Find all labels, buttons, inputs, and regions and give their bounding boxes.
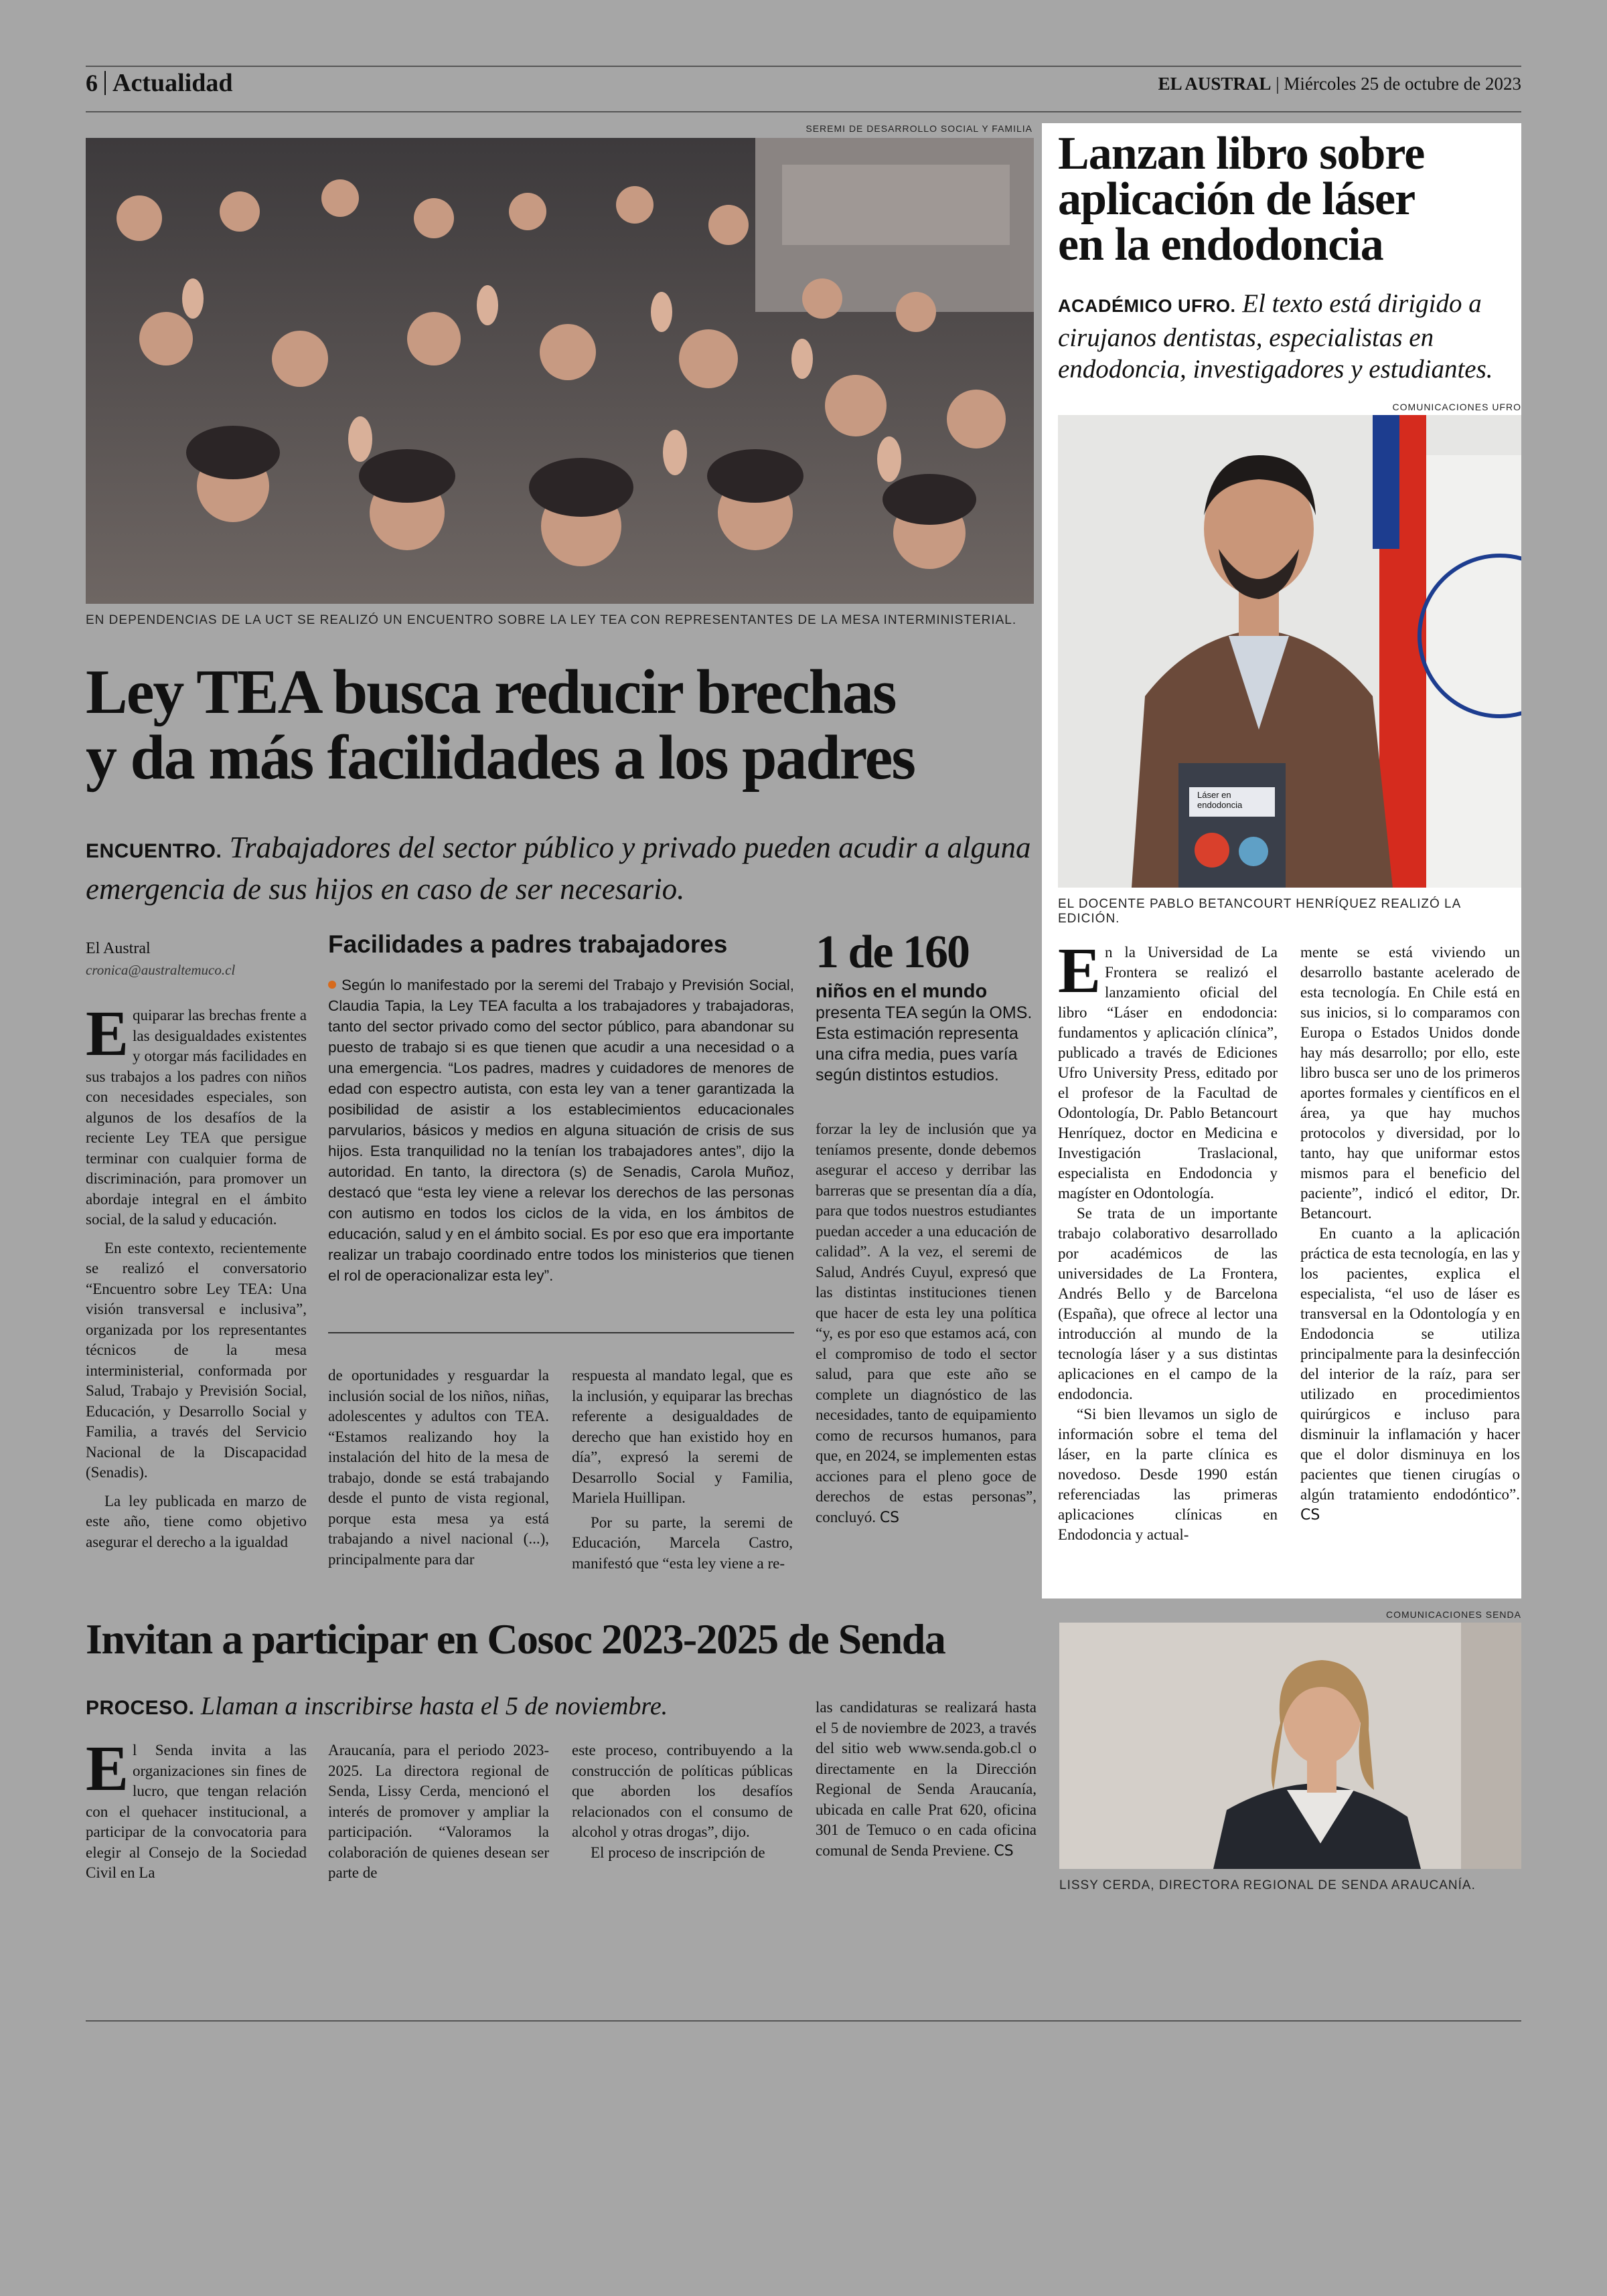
tea-photo-credit: SEREMI DE DESARROLLO SOCIAL Y FAMILIA xyxy=(806,123,1032,134)
tea-headline-line1: Ley TEA busca reducir brechas xyxy=(86,657,896,727)
senda-column-1 xyxy=(86,1740,307,1908)
laser-headline-line2: aplicación de láser xyxy=(1058,173,1415,225)
tea-box xyxy=(328,975,794,1329)
page-bottom-rule xyxy=(86,2020,1521,2022)
page-number: 6 xyxy=(86,70,98,96)
laser-column-2 xyxy=(1300,942,1520,1592)
senda-column-3 xyxy=(572,1740,793,1908)
senda-end-mark: CS xyxy=(994,1842,1014,1860)
tea-deck-text: Trabajadores del sector público y privado pueden acudir a alguna emergencia de sus hijos en caso de ser necesario. xyxy=(86,831,1031,906)
tea-box-rule xyxy=(328,1332,794,1333)
senda-photo-credit: COMUNICACIONES SENDA xyxy=(1385,1609,1521,1620)
laser-deck-text: El texto está dirigido a cirujanos dentistas, especialistas en endodoncia, investigadores y estudiantes. xyxy=(1058,289,1493,384)
issue-date: Miércoles 25 de octubre de 2023 xyxy=(1284,74,1521,94)
tea-box-title: Facilidades a padres trabajadores xyxy=(328,930,728,958)
section-name: Actualidad xyxy=(112,69,233,97)
laser-col2-paragraph-2 xyxy=(1300,1224,1520,1526)
header-bottom-rule xyxy=(86,111,1521,112)
tea-col4-body: forzar la ley de inclusión que ya teníamos presente, donde debemos asegurar el acceso y derribar las barreras que se presentan día a día, para que todos nuestros estudiantes puedan acceder a una educación de calidad”. A la vez, el seremi de Salud, Andrés Cuyul, expresó que las distintas instituciones tienen que hacer de esta ley una política “y, es por eso que estamos acá, con el compromiso de todo el sector salud, para que este año se complete un diagnóstico de las necesidades, tanto de equipamiento como de recursos humanos, para que, en 2024, se implementen estas acciones para el pleno goce de derechos de estas personas”, concluyó. xyxy=(816,1121,1037,1526)
tea-stat-number: 1 de 160 xyxy=(816,926,969,978)
laser-col1-paragraph-1 xyxy=(1058,942,1278,1204)
laser-dropcap: E xyxy=(1058,942,1101,1006)
tea-audience-photo xyxy=(86,138,1034,604)
tea-column-1 xyxy=(86,1005,307,1594)
laser-book-title: Láser en endodoncia xyxy=(1197,790,1243,810)
tea-headline xyxy=(86,657,1050,793)
senda-dropcap: E xyxy=(86,1740,129,1804)
paper-name: EL AUSTRAL xyxy=(1158,74,1272,94)
tea-col2-text: de oportunidades y resguardar la inclusión social de los niños, niñas, adolescentes y adultos con TEA. “Estamos realizando hoy la instalación del hito de la mesa de trabajo, donde se está trabajando desde el punto de vista regional, porque esta mesa ya está trabajando a nivel nacional (...), principalmente para dar xyxy=(328,1367,549,1568)
senda-deck-text: Llaman a inscribirse hasta el 5 de noviembre. xyxy=(200,1692,668,1720)
senda-portrait-photo xyxy=(1059,1623,1521,1869)
senda-col1-text xyxy=(86,1740,307,1884)
tea-column-2 xyxy=(328,1366,549,1593)
laser-headline-line3: en la endodoncia xyxy=(1058,219,1383,270)
header-separator xyxy=(104,71,106,95)
laser-col1-paragraph-2: Se trata de un importante trabajo colaborativo desarrollado por académicos de las universidades de La Frontera, Andrés Bello y de Barcelona (España), que ofrece al lector una introducción al mundo de la tecnología láser y a sus distintas aplicaciones en el campo de la endodoncia. xyxy=(1058,1205,1278,1402)
tea-headline-line2: y da más facilidades a los padres xyxy=(86,722,915,793)
header-top-rule xyxy=(86,66,1521,67)
tea-photo-illustration xyxy=(86,138,1034,604)
tea-email: cronica@australtemuco.cl xyxy=(86,962,236,978)
tea-stat-label: niños en el mundo xyxy=(816,981,988,1002)
laser-end-mark: CS xyxy=(1300,1507,1320,1524)
tea-column-3 xyxy=(572,1366,793,1593)
laser-photo-caption: EL DOCENTE PABLO BETANCOURT HENRÍQUEZ REALIZÓ LA EDICIÓN. xyxy=(1058,897,1461,926)
senda-column-4 xyxy=(816,1698,1037,1909)
tea-photo-caption: EN DEPENDENCIAS DE LA UCT SE REALIZÓ UN ENCUENTRO SOBRE LA LEY TEA CON REPRESENTANTES DE LA MESA INTERMINISTERIAL. xyxy=(86,613,1017,627)
laser-deck xyxy=(1058,288,1520,385)
laser-col2-text-2: En cuanto a la aplicación práctica de esta tecnología, en las y los pacientes, explica el especialista, “el uso de láser es transversal en la Odontología y en Endodoncia se utiliza principalmente para la desinfección del interior de la raíz, para ser utilizado en procedimientos quirúrgicos e incluso para disminuir la inflamación y hacer que el dolor disminuya en los pacientes que tienen cirugías o algún tratamiento endodóntico”. xyxy=(1300,1225,1520,1503)
senda-col4-text xyxy=(816,1698,1037,1862)
tea-stat-block xyxy=(816,928,1037,1086)
tea-stat-text: presenta TEA según la OMS. Esta estimación representa una cifra media, pues varía según distintos estudios. xyxy=(816,1003,1032,1084)
tea-column-4 xyxy=(816,1119,1037,1593)
tea-end-mark: CS xyxy=(879,1509,900,1526)
laser-photo-illustration xyxy=(1058,415,1521,888)
tea-kicker: ENCUENTRO. xyxy=(86,840,222,862)
senda-col3-paragraph-1: este proceso, contribuyendo a la construcción de políticas públicas que aborden los desafíos relacionados con el consumo de alcohol y otras drogas”, dijo. xyxy=(572,1742,793,1840)
section-header xyxy=(86,68,232,98)
tea-col1-paragraph-2: En este contexto, recientemente se realizó el conversatorio “Encuentro sobre Ley TEA: Una visión transversal e inclusiva”, organizada por los representantes técnicos de la mesa interministerial, conformada por Salud, Trabajo y Previsión Social, Educación, y Desarrollo Social y Familia, a través del Servicio Nacional de la Discapacidad (Senadis). xyxy=(86,1239,307,1481)
laser-col1-paragraph-3: “Si bien llevamos un siglo de información sobre el tema del láser, en la parte clínica es novedoso. Desde 1990 están referenciadas las primeras aplicaciones clínicas en Endodoncia y actual- xyxy=(1058,1406,1278,1543)
senda-photo-illustration xyxy=(1059,1623,1521,1869)
senda-col1-body: l Senda invita a las organizaciones sin fines de lucro, que tengan relación con el quehacer institucional, a participar de la convocatoria para elegir al Consejo de la Sociedad Civil en La xyxy=(86,1742,307,1881)
masthead-info: EL AUSTRAL | Miércoles 25 de octubre de 2023 xyxy=(1158,74,1521,94)
tea-col1-paragraph-3: La ley publicada en marzo de este año, tiene como objetivo asegurar el derecho a la igualdad xyxy=(86,1492,307,1550)
laser-col1-text-1: n la Universidad de La Frontera se realizó el lanzamiento oficial del libro “Láser en endodoncia: fundamentos y aplicación clínica”, publicado a través de Ediciones Ufro University Press, editado por el profesor de la Facultad de Odontología, Dr. Pablo Betancourt Henríquez, doctor en Medicina e Investigación Traslacional, especialista en Endodoncia y magíster en Odontología. xyxy=(1058,944,1278,1202)
laser-kicker: ACADÉMICO UFRO. xyxy=(1058,296,1236,316)
laser-headline-line1: Lanzan libro sobre xyxy=(1058,128,1425,179)
laser-col2-paragraph-1: mente se está viviendo un desarrollo bastante acelerado de esta tecnología. En Chile está en sus inicios, si lo comparamos con Europa o Estados Unidos donde hay más desarrollo; por ello, este libro busca ser uno de los primeros aportes formales y científicos en el área, ya que hay muchos protocolos y diversidad, por lo tanto, hay que uniformar estos mismos para el beneficio del paciente”, indicó el editor, Dr. Betancourt. xyxy=(1300,944,1520,1222)
tea-box-bullet xyxy=(328,981,336,989)
tea-byline-block xyxy=(86,940,307,979)
tea-col3-paragraph-2: Por su parte, la seremi de Educación, Marcela Castro, manifestó que “esta ley viene a re- xyxy=(572,1513,793,1572)
senda-headline: Invitan a participar en Cosoc 2023-2025 de Senda xyxy=(86,1615,945,1663)
laser-portrait-photo xyxy=(1058,415,1521,888)
tea-box-text: Según lo manifestado por la seremi del Trabajo y Previsión Social, Claudia Tapia, la Ley TEA faculta a los trabajadores y trabajadoras, tanto del sector privado como del sector público, para abandonar su puesto de trabajo si es que tienen que acudir a una necesidad o a una emergencia. “Los padres, madres y cuidadores de menores de edad con espectro autista, con esta ley van a tener garantizada la posibilidad de asistir a los establecimientos educacionales parvularios, básicos y medios en alguna situación de crisis de sus hijos. Esta tranquilidad no la tenían los trabajadores antes”, dijo la autoridad. En tanto, la directora (s) de Senadis, Carola Muñoz, destacó que “esta ley viene a relevar los derechos de las personas con autismo en todos los ciclos de la vida, en los ámbitos de educación, salud y en el ámbito social. Es por eso que era importante realizar un trabajo coordinado entre todos los ministerios que tienen el rol de operacionalizar esta ley”. xyxy=(328,977,794,1284)
laser-headline xyxy=(1058,128,1513,270)
laser-photo-credit: COMUNICACIONES UFRO xyxy=(1392,402,1521,412)
tea-col1-paragraph-1 xyxy=(86,1005,307,1230)
senda-col2-text: Araucanía, para el periodo 2023-2025. La directora regional de Senda, Lissy Cerda, mencionó el interés de promover y ampliar la participación. “Valoramos la colaboración de quienes desean ser parte de xyxy=(328,1742,549,1881)
tea-deck xyxy=(86,829,1043,908)
senda-col3-paragraph-2: El proceso de inscripción de xyxy=(591,1843,765,1861)
laser-column-1 xyxy=(1058,942,1278,1592)
senda-column-2 xyxy=(328,1740,549,1908)
senda-col4-body: las candidaturas se realizará hasta el 5 de noviembre de 2023, a través del sitio web www.senda.gob.cl o directamente en la Dirección Regional de Senda Araucanía, ubicada en calle Prat 620, oficina 301 de Temuco o en cada oficina comunal de Senda Previene. xyxy=(816,1699,1037,1859)
tea-col3-paragraph-1: respuesta al mandato legal, que es la inclusión, y equiparar las brechas referente a desigualdades de derecho que han existido hoy en día”, expresó la seremi de Desarrollo Social y Familia, Mariela Huillipan. xyxy=(572,1367,793,1506)
senda-kicker: PROCESO. xyxy=(86,1697,195,1719)
tea-col4-text xyxy=(816,1119,1037,1528)
senda-photo-caption: LISSY CERDA, DIRECTORA REGIONAL DE SENDA ARAUCANÍA. xyxy=(1059,1878,1476,1892)
tea-dropcap: E xyxy=(86,1005,129,1069)
tea-stat-description xyxy=(816,981,1037,1086)
tea-col1-text-1: quiparar las brechas frente a las desigualdades existentes y otorgar más facilidades en sus trabajos a los padres con niños con necesidades especiales, son algunos de los desafíos de la reciente Ley TEA que persigue terminar con cualquier forma de discriminación, para promover un abordaje integral en el ámbito social, de la salud y educación. xyxy=(86,1007,307,1228)
tea-byline: El Austral xyxy=(86,940,151,957)
